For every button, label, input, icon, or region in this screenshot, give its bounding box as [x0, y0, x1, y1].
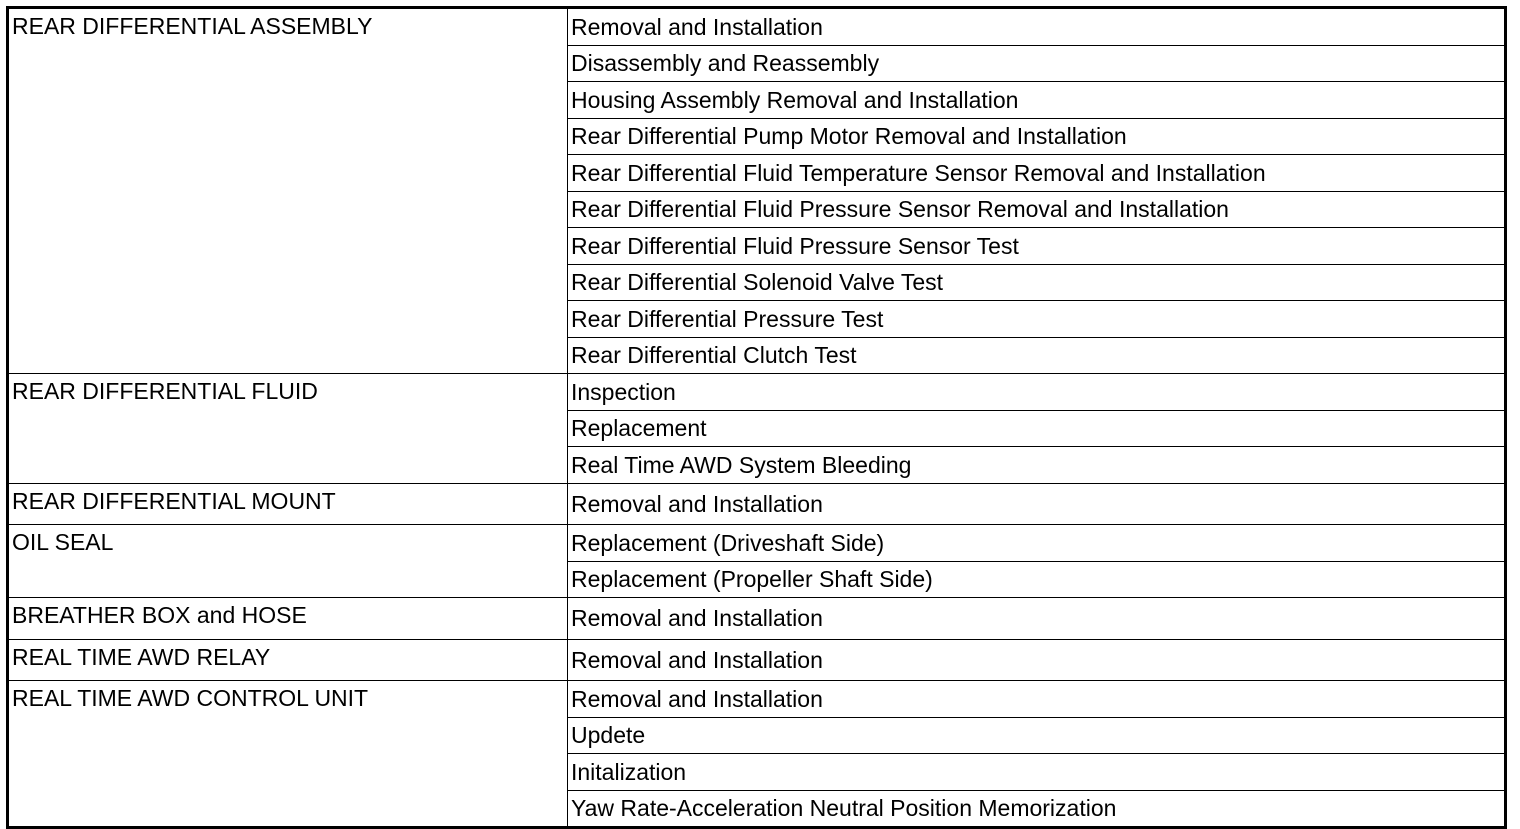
- table-row: [8, 374, 1506, 411]
- table-row: [8, 8, 1506, 46]
- procedure-index-table: [6, 6, 1507, 829]
- procedure-cell: Replacement (Driveshaft Side): [568, 525, 1506, 562]
- category-cell: REAR DIFFERENTIAL FLUID: [8, 374, 568, 484]
- procedure-cell: Rear Differential Fluid Pressure Sensor Test: [568, 228, 1506, 265]
- category-cell: REAL TIME AWD RELAY: [8, 639, 568, 681]
- procedure-cell: Disassembly and Reassembly: [568, 45, 1506, 82]
- procedure-cell: Real Time AWD System Bleeding: [568, 447, 1506, 484]
- procedure-cell: Replacement: [568, 410, 1506, 447]
- category-cell: OIL SEAL: [8, 525, 568, 598]
- table-row: [8, 525, 1506, 562]
- table-row: [8, 598, 1506, 640]
- procedure-cell: Removal and Installation: [568, 598, 1506, 640]
- procedure-cell: Removal and Installation: [568, 8, 1506, 46]
- table-row: [8, 681, 1506, 718]
- category-cell: REAR DIFFERENTIAL ASSEMBLY: [8, 8, 568, 374]
- table-row: [8, 639, 1506, 681]
- procedure-cell: Rear Differential Solenoid Valve Test: [568, 264, 1506, 301]
- table-body: [8, 8, 1506, 828]
- procedure-cell: Inspection: [568, 374, 1506, 411]
- procedure-cell: Rear Differential Clutch Test: [568, 337, 1506, 374]
- procedure-cell: Replacement (Propeller Shaft Side): [568, 561, 1506, 598]
- procedure-cell: Updete: [568, 717, 1506, 754]
- procedure-cell: Initalization: [568, 754, 1506, 791]
- procedure-cell: Rear Differential Pump Motor Removal and Installation: [568, 118, 1506, 155]
- procedure-cell: Rear Differential Fluid Temperature Sensor Removal and Installation: [568, 155, 1506, 192]
- category-cell: BREATHER BOX and HOSE: [8, 598, 568, 640]
- procedure-cell: Rear Differential Pressure Test: [568, 301, 1506, 338]
- procedure-cell: Removal and Installation: [568, 483, 1506, 525]
- procedure-cell: Removal and Installation: [568, 681, 1506, 718]
- procedure-cell: Yaw Rate-Acceleration Neutral Position Memorization: [568, 790, 1506, 828]
- table-row: [8, 483, 1506, 525]
- procedure-cell: Rear Differential Fluid Pressure Sensor Removal and Installation: [568, 191, 1506, 228]
- category-cell: REAR DIFFERENTIAL MOUNT: [8, 483, 568, 525]
- procedure-cell: Housing Assembly Removal and Installation: [568, 82, 1506, 119]
- category-cell: REAL TIME AWD CONTROL UNIT: [8, 681, 568, 828]
- procedure-cell: Removal and Installation: [568, 639, 1506, 681]
